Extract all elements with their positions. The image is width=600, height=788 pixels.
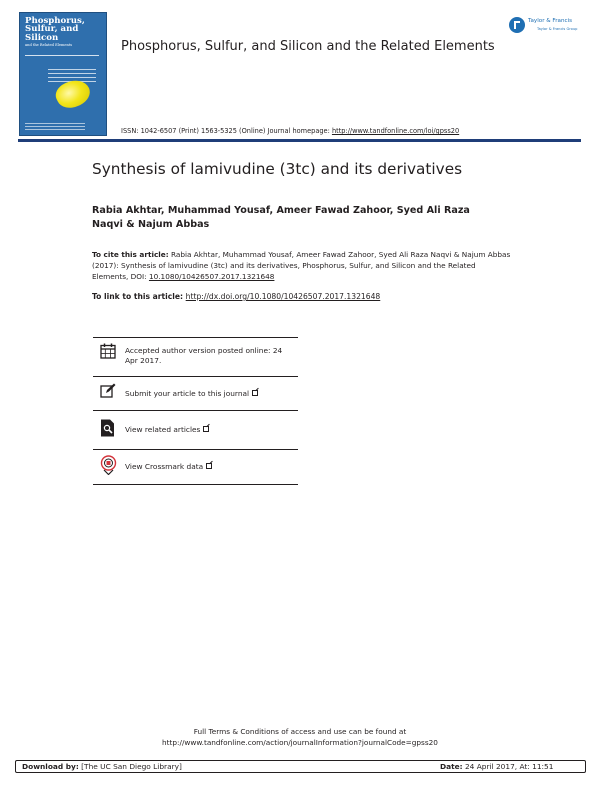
publisher-tagline: Taylor & Francis Group [537, 27, 578, 31]
download-date: Date: 24 April 2017, At: 11:51 [440, 762, 554, 771]
accepted-version-text: Accepted author version posted online: 24 Apr 2017. [125, 346, 283, 365]
cover-divider [25, 55, 99, 60]
calendar-icon [100, 343, 116, 359]
article-link-row [92, 292, 380, 301]
cover-title: Phosphorus, Sulfur, and Silicon and the Related Elements [25, 16, 85, 48]
article-authors: Rabia Akhtar, Muhammad Yousaf, Ameer Fawad Zahoor, Syed Ali Raza Naqvi & Najum Abbas [92, 205, 470, 230]
journal-homepage-link[interactable]: http://www.tandfonline.com/loi/gpss20 [331, 127, 460, 135]
action-submit-article[interactable] [93, 376, 298, 410]
action-related-articles[interactable] [93, 410, 298, 449]
citation-block [92, 250, 512, 282]
citation-doi-link[interactable]: 10.1080/10426507.2017.1321648 [148, 271, 275, 281]
footer-terms [0, 726, 600, 748]
link-label: To link to this article: [92, 292, 186, 301]
cover-footer-lines [25, 123, 85, 132]
article-actions-list [93, 337, 298, 485]
submit-article-link[interactable]: Submit your article to this journal [125, 389, 295, 399]
external-link-icon [203, 426, 209, 432]
crossmark-icon [100, 455, 117, 475]
crossmark-link[interactable]: View Crossmark data [125, 462, 295, 472]
issn-line [121, 127, 459, 135]
terms-text: Full Terms & Conditions of access and use can be found at [193, 727, 407, 736]
search-document-icon [100, 419, 116, 437]
article-doi-link[interactable]: http://dx.doi.org/10.1080/10426507.2017.1321648 [185, 292, 381, 301]
edit-icon [100, 383, 116, 399]
citation-label: To cite this article: [92, 250, 169, 259]
download-info-bar [15, 760, 586, 773]
journal-title: Phosphorus, Sulfur, and Silicon and the Related Elements [121, 39, 495, 54]
action-crossmark[interactable] [93, 449, 298, 485]
downloaded-by: Download by: [The UC San Diego Library] [22, 762, 182, 771]
terms-url-link[interactable]: http://www.tandfonline.com/action/journalInformation?journalCode=gpss20 [162, 738, 438, 747]
action-accepted-version [93, 337, 298, 376]
article-title: Synthesis of lamivudine (3tc) and its derivatives [92, 160, 463, 178]
crossmark-external-icon [206, 463, 212, 469]
header-divider [18, 139, 581, 142]
issn-text: ISSN: 1042-6507 (Print) 1563-5325 (Online) Journal homepage: [121, 127, 332, 135]
publisher-name: Taylor & Francis [528, 18, 573, 24]
publisher-logo[interactable] [509, 15, 585, 37]
related-articles-link[interactable]: View related articles [125, 425, 295, 435]
publisher-logo-icon [509, 17, 525, 33]
citation-text: Rabia Akhtar, Muhammad Yousaf, Ameer Fawad Zahoor, Syed Ali Raza Naqvi & Najum Abbas (2017): Synthesis of lamivudine (3tc) and its derivatives, Phosphorus, Sulfur, and Silicon and the Related Elements, DOI: [92, 250, 511, 281]
journal-cover-image [19, 12, 107, 136]
external-link-icon [252, 390, 258, 396]
